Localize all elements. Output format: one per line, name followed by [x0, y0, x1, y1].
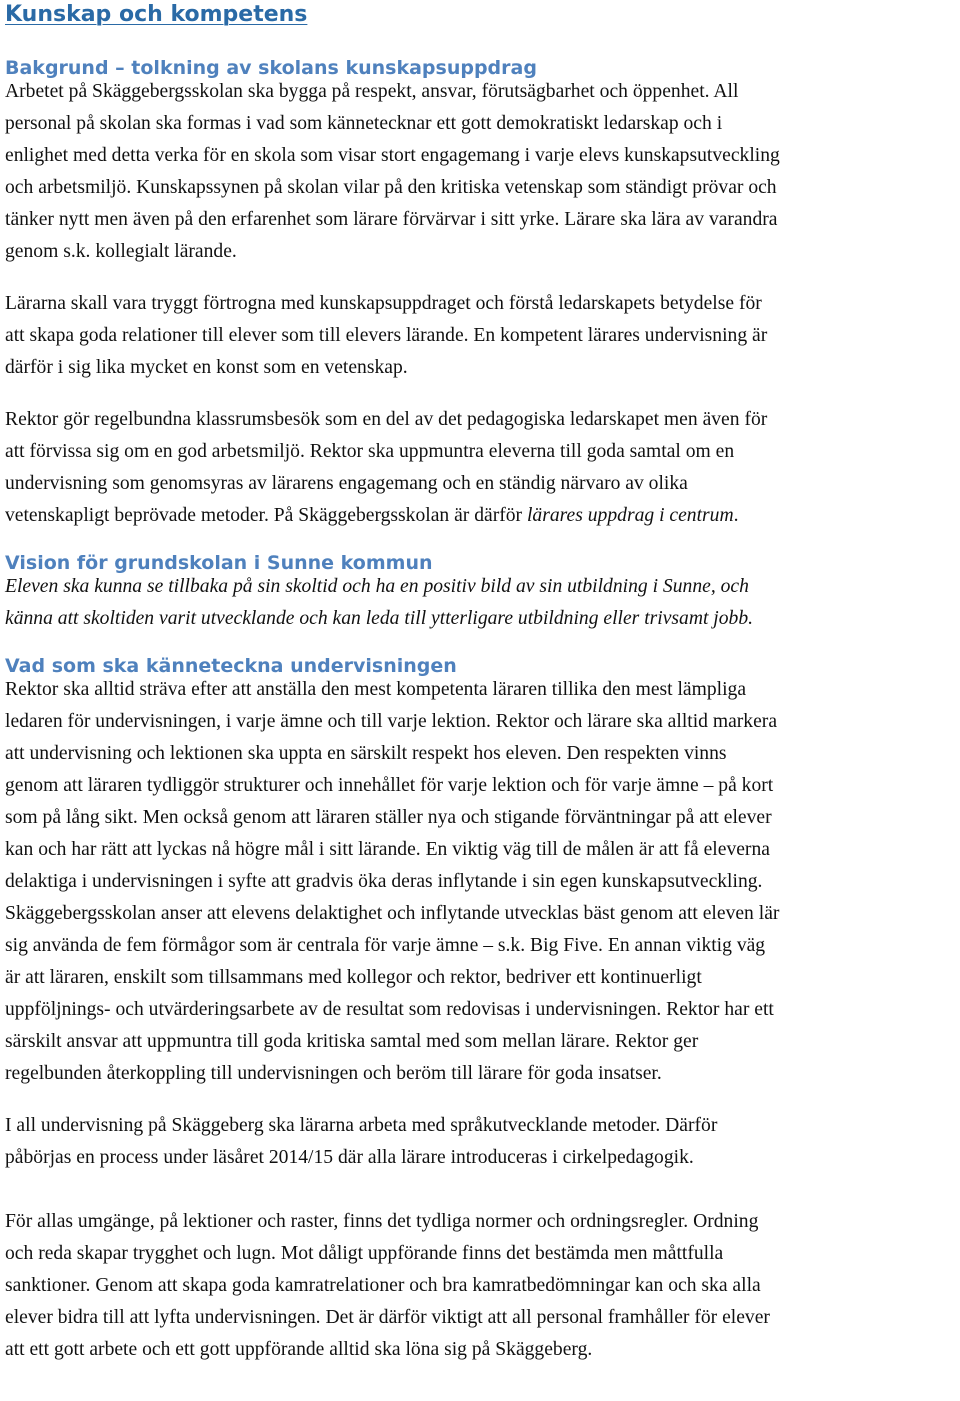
paragraph-undervisning-3 [5, 1206, 957, 1366]
text-line: Rektor ska alltid sträva efter att anställa den mest kompetenta läraren tillika den mest lämpliga [5, 679, 747, 700]
text-line: sanktioner. Genom att skapa goda kamratrelationer och bra kamratbedömningar kan och ska alla [5, 1275, 761, 1296]
paragraph-bakgrund-2 [5, 288, 957, 384]
text-line: I all undervisning på Skäggeberg ska lärarna arbeta med språkutvecklande metoder. Därför [5, 1115, 718, 1136]
text-line: påbörjas en process under läsåret 2014/15 där alla lärare introduceras i cirkelpedagogik. [5, 1147, 694, 1168]
text-line: känna att skoltiden varit utvecklande och kan leda till ytterligare utbildning eller trivsamt jobb. [5, 608, 754, 629]
paragraph-bakgrund-3 [5, 404, 957, 532]
section-heading-undervisning: Vad som ska känneteckna undervisningen [5, 655, 457, 677]
text-line: kan och har rätt att lyckas nå högre mål i sitt lärande. En viktig väg till de målen är att få eleverna [5, 839, 770, 860]
text-line: Eleven ska kunna se tillbaka på sin skoltid och ha en positiv bild av sin utbildning i Sunne, och [5, 576, 749, 597]
text-line: sig använda de fem förmågor som är centrala för varje ämne – s.k. Big Five. En annan viktig väg [5, 935, 766, 956]
paragraph-vision [5, 571, 957, 635]
document-page [5, 0, 957, 1366]
text-line: att skapa goda relationer till elever som till elevers lärande. En kompetent lärares undervisning är [5, 325, 768, 346]
text-line: För allas umgänge, på lektioner och raster, finns det tydliga normer och ordningsregler. Ordning [5, 1211, 759, 1232]
text-line: Arbetet på Skäggebergsskolan ska bygga på respekt, ansvar, förutsägbarhet och öppenhet. All [5, 81, 739, 102]
text-line: och reda skapar trygghet och lugn. Mot dåligt uppförande finns det bestämda men måttfulla [5, 1243, 724, 1264]
text-line: elever bidra till att lyfta undervisningen. Det är därför viktigt att all personal framhåller för elever [5, 1307, 770, 1328]
text-line: Lärarna skall vara tryggt förtrogna med kunskapsuppdraget och förstå ledarskapets betydelse för [5, 293, 762, 314]
text-line: uppföljnings- och utvärderingsarbete av de resultat som redovisas i undervisningen. Rektor har ett [5, 999, 774, 1020]
text-line: Rektor gör regelbundna klassrumsbesök som en del av det pedagogiska ledarskapet men även för [5, 409, 768, 430]
text-line: och arbetsmiljö. Kunskapssynen på skolan vilar på den kritiska vetenskap som ständigt prövar och [5, 177, 777, 198]
text-line: som på lång sikt. Men också genom att läraren ställer nya och stigande förväntningar på att elever [5, 807, 772, 828]
text-line: delaktiga i undervisningen i syfte att gradvis öka deras inflytande i sin egen kunskapsutveckling. [5, 871, 763, 892]
text-run: vetenskapligt beprövade metoder. På Skäggebergsskolan är därför [5, 505, 527, 526]
text-line: genom s.k. kollegialt lärande. [5, 241, 237, 262]
paragraph-undervisning-2 [5, 1110, 957, 1174]
text-line: att undervisning och lektionen ska uppta en särskilt respekt hos eleven. Den respekten vinns [5, 743, 727, 764]
emphasis-text: lärares uppdrag i centrum [526, 505, 734, 526]
section-heading-bakgrund: Bakgrund – tolkning av skolans kunskapsuppdrag [5, 57, 537, 79]
text-line: särskilt ansvar att uppmuntra till goda kritiska samtal med som mellan lärare. Rektor ger [5, 1031, 699, 1052]
text-line [5, 500, 957, 532]
text-line: därför i sig lika mycket en konst som en vetenskap. [5, 357, 408, 378]
text-line: undervisning som genomsyras av lärarens engagemang och en ständig närvaro av olika [5, 473, 688, 494]
page-title: Kunskap och kompetens [5, 2, 308, 27]
text-line: är att läraren, enskilt som tillsammans med kollegor och rektor, bedriver ett kontinuerligt [5, 967, 702, 988]
paragraph-bakgrund-1 [5, 76, 957, 268]
text-line: ledaren för undervisningen, i varje ämne och till varje lektion. Rektor och lärare ska alltid markera [5, 711, 778, 732]
text-run: . [733, 505, 739, 526]
text-line: enlighet med detta verka för en skola som visar stort engagemang i varje elevs kunskapsutveckling [5, 145, 780, 166]
text-line: Skäggebergsskolan anser att elevens delaktighet och inflytande utvecklas bäst genom att eleven lär [5, 903, 780, 924]
text-line: att ett gott arbete och ett gott uppförande alltid ska löna sig på Skäggeberg. [5, 1339, 593, 1360]
text-line: personal på skolan ska formas i vad som kännetecknar ett gott demokratiskt ledarskap och i [5, 113, 723, 134]
section-heading-vision: Vision för grundskolan i Sunne kommun [5, 552, 433, 574]
text-line: regelbunden återkoppling till undervisningen och beröm till lärare för goda insatser. [5, 1063, 662, 1084]
text-line: tänker nytt men även på den erfarenhet som lärare förvärvar i sitt yrke. Lärare ska lära av varandra [5, 209, 778, 230]
text-line: genom att läraren tydliggör strukturer och innehållet för varje lektion och för varje ämne – på kort [5, 775, 774, 796]
paragraph-undervisning-1 [5, 674, 957, 1090]
text-line: att förvissa sig om en god arbetsmiljö. Rektor ska uppmuntra eleverna till goda samtal om en [5, 441, 735, 462]
